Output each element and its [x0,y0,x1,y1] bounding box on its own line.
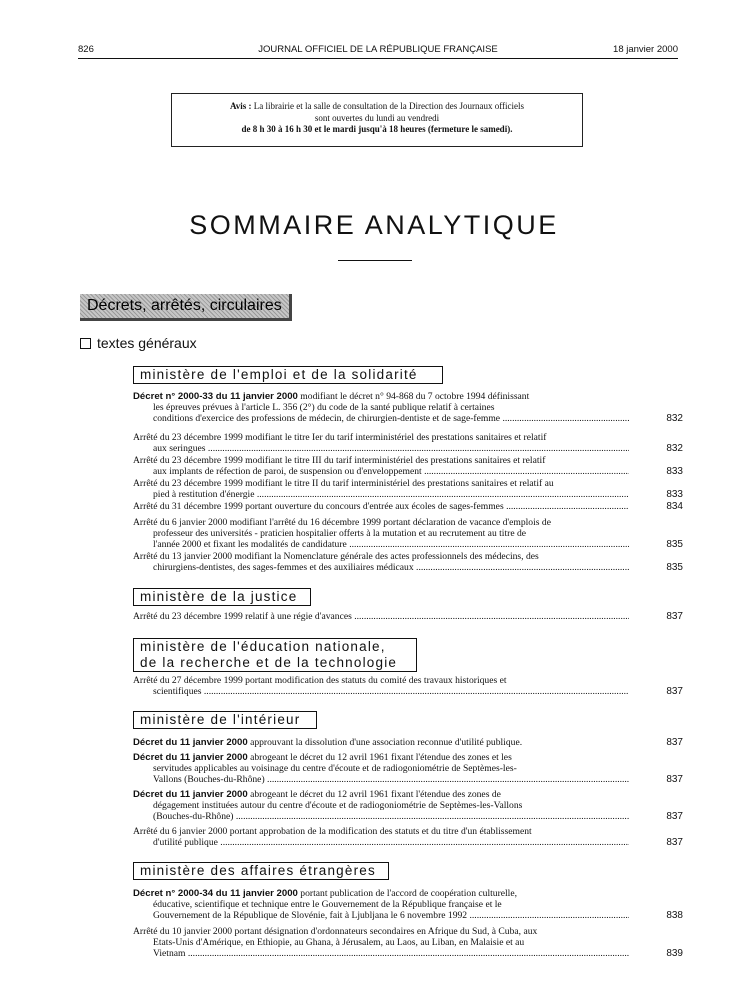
checkbox-square-icon [80,338,91,349]
entry-title-bold: Décret n° 2000-34 du 11 janvier 2000 [133,888,298,899]
entry-text-last [133,611,629,622]
issue-date: 18 janvier 2000 [613,44,678,55]
entry-text-last-words: Arrêté du 31 décembre 1999 portant ouverture du concours d'entrée aux écoles de sages-femmes [133,501,504,512]
toc-entry [133,611,683,622]
entry-page-number: 835 [666,562,683,573]
entry-text-last-words: Vietnam [153,948,186,959]
title-rule [338,260,412,261]
entry-title-bold: Décret du 11 janvier 2000 [133,737,248,748]
entry-page-number: 832 [666,413,683,424]
entry-text-line: servitudes applicables au voisinage du centre d'écoute et de radiogoniométrie de Septèmes-les- [153,763,517,774]
dot-leader [422,466,629,477]
entry-title-bold: Décret n° 2000-33 du 11 janvier 2000 [133,391,298,402]
entry-text-last-words: d'utilité publique [153,837,218,848]
entry-text-last [133,686,629,697]
entry-text-last-words: Gouvernement de la République de Slovénie, fait à Ljubljana le 6 novembre 1992 [153,910,468,921]
entry-page-number: 837 [666,837,683,848]
notice-line-3: de 8 h 30 à 16 h 30 et le mardi jusqu'à 18 heures (fermeture le samedi). [241,124,513,134]
entry-text-first: Arrêté du 23 décembre 1999 modifiant le titre III du tarif interministériel des prestations sanitaires et relatif [133,455,546,466]
entry-text-first: portant publication de l'accord de coopération culturelle, [297,888,518,899]
entry-page-number: 833 [666,466,683,477]
entry-text-last-words: approuvant la dissolution d'une association reconnue d'utilité publique. [247,737,523,748]
entry-title-bold: Décret du 11 janvier 2000 [133,752,248,763]
entry-text-last [133,837,629,848]
entry-text-last [133,737,629,748]
entry-text-line: Etats-Unis d'Amérique, en Ethiopie, au Ghana, à Jérusalem, au Laos, au Liban, en Malaisie et au [153,937,525,948]
entry-page-number: 832 [666,443,683,454]
entry-text-first: Arrêté du 23 décembre 1999 modifiant le titre Ier du tarif interministériel des prestations sanitaires et relatif [133,432,547,443]
toc-entry [133,455,683,477]
entry-page-number: 837 [666,774,683,785]
subsection-heading [80,335,197,351]
dot-leader [500,413,629,424]
dot-leader [352,611,629,622]
dot-leader [218,837,629,848]
dot-leader [202,686,630,697]
entry-text-last [133,948,629,959]
dot-leader [347,539,629,550]
entry-text-last [133,539,629,550]
entry-page-number: 833 [666,489,683,500]
ministry-heading: ministère de l'intérieur [133,711,317,729]
entry-page-number: 837 [666,737,683,748]
entry-text-last [133,811,629,822]
entry-text-last [133,501,629,512]
entry-page-number: 839 [666,948,683,959]
entry-text-line: les épreuves prévues à l'article L. 356 (2°) du code de la santé publique relatif à certaines [153,402,495,413]
entry-text-first: abrogeant le décret du 12 avril 1961 fixant l'étendue des zones de [247,789,501,800]
dot-leader [233,811,629,822]
journal-title: JOURNAL OFFICIEL DE LA RÉPUBLIQUE FRANÇAISE [258,44,498,55]
entry-text-last-words: conditions d'exercice des professions de médecin, de chirurgien-dentiste et de sage-femme [153,413,501,424]
ministry-heading [133,638,417,672]
entry-text-last [133,413,629,424]
dot-leader [254,489,629,500]
entry-text-line: éducative, scientifique et technique entre le Gouvernement de la République française et le [153,899,502,910]
toc-entry [133,551,683,573]
entry-text-last-words: scientifiques [153,686,202,697]
toc-entry [133,926,683,959]
toc-entry [133,789,683,822]
toc-entry [133,888,683,921]
entry-text-last [133,774,629,785]
toc-entry [133,432,683,454]
entry-title-bold: Décret du 11 janvier 2000 [133,789,248,800]
header-rule [78,58,678,59]
entry-text-first: modifiant le décret n° 94-868 du 7 octobre 1994 définissant [297,391,530,402]
notice-label: Avis : [229,101,252,111]
toc-entry [133,391,683,424]
entry-text-first: Arrêté du 6 janvier 2000 modifiant l'arrêté du 16 décembre 1999 portant déclaration de vacance d'emplois de [133,517,551,528]
entry-text-last-words: Arrêté du 23 décembre 1999 relatif à une régie d'avances [133,611,352,622]
dot-leader [414,562,629,573]
dot-leader [467,910,629,921]
entry-text-last-words: Vallons (Bouches-du-Rhône) [153,774,265,785]
toc-entry [133,752,683,785]
ministry-heading: ministère des affaires étrangères [133,862,389,880]
toc-entry [133,517,683,550]
entry-text-first: abrogeant le décret du 12 avril 1961 fixant l'étendue des zones et les [247,752,512,763]
entry-text-last [133,910,629,921]
entry-text-last-words: chirurgiens-dentistes, des sages-femmes et des auxiliaires médicaux [153,562,414,573]
notice-line-2: sont ouvertes du lundi au vendredi [314,112,440,123]
dot-leader [185,948,629,959]
entry-text-last-words: (Bouches-du-Rhône) [153,811,234,822]
entry-text-first: Arrêté du 23 décembre 1999 modifiant le titre II du tarif interministériel des prestations sanitaires et relatif au [133,478,554,489]
ministry-heading: ministère de l'emploi et de la solidarité [133,366,443,384]
notice-box [171,93,583,147]
entry-text-line: professeur des universités - praticien hospitalier offerts à la mutation et au recrutement au titre de [153,528,527,539]
entry-text-first: Arrêté du 10 janvier 2000 portant désignation d'ordonnateurs secondaires en Afrique du Sud, à Cuba, aux [133,926,538,937]
section-heading: Décrets, arrêtés, circulaires [80,294,292,321]
ministry-heading: ministère de la justice [133,588,311,606]
ministry-heading-line: de la recherche et de la technologie [140,655,398,670]
entry-text-last-words: aux seringues [153,443,206,454]
entry-text-last-words: l'année 2000 et fixant les modalités de candidature [153,539,347,550]
dot-leader [504,501,629,512]
toc-entry [133,478,683,500]
entry-page-number: 834 [666,501,683,512]
dot-leader [206,443,630,454]
entry-page-number: 838 [666,910,683,921]
toc-entry [133,675,683,697]
notice-line-1: La librairie et la salle de consultation de la Direction des Journaux officiels [253,101,525,111]
entry-page-number: 837 [666,611,683,622]
page-title: SOMMAIRE ANALYTIQUE [189,210,559,240]
entry-page-number: 837 [666,811,683,822]
entry-text-last-words: aux implants de réfection de paroi, de suspension ou d'enveloppement [153,466,422,477]
dot-leader [265,774,629,785]
entry-text-first: Arrêté du 6 janvier 2000 portant approbation de la modification des statuts et du titre d'un établissement [133,826,532,837]
entry-text-last [133,562,629,573]
toc-entry [133,737,683,748]
entry-text-line: dégagement instituées autour du centre d'écoute et de radiogoniométrie de Septèmes-les-Vallons [153,800,523,811]
entry-page-number: 835 [666,539,683,550]
toc-entry [133,826,683,848]
toc-entry [133,501,683,512]
entry-page-number: 837 [666,686,683,697]
entry-text-last [133,489,629,500]
entry-text-last [133,443,629,454]
subsection-label: textes généraux [97,335,197,351]
entry-text-last [133,466,629,477]
entry-text-first: Arrêté du 27 décembre 1999 portant modification des statuts du comité des travaux historiques et [133,675,507,686]
entry-text-first: Arrêté du 13 janvier 2000 modifiant la Nomenclature générale des actes professionnels des médecins, des [133,551,539,562]
page-number: 826 [78,44,94,55]
ministry-heading-line: ministère de l'éducation nationale, [140,639,386,654]
entry-text-last-words: pied à restitution d'énergie [153,489,255,500]
